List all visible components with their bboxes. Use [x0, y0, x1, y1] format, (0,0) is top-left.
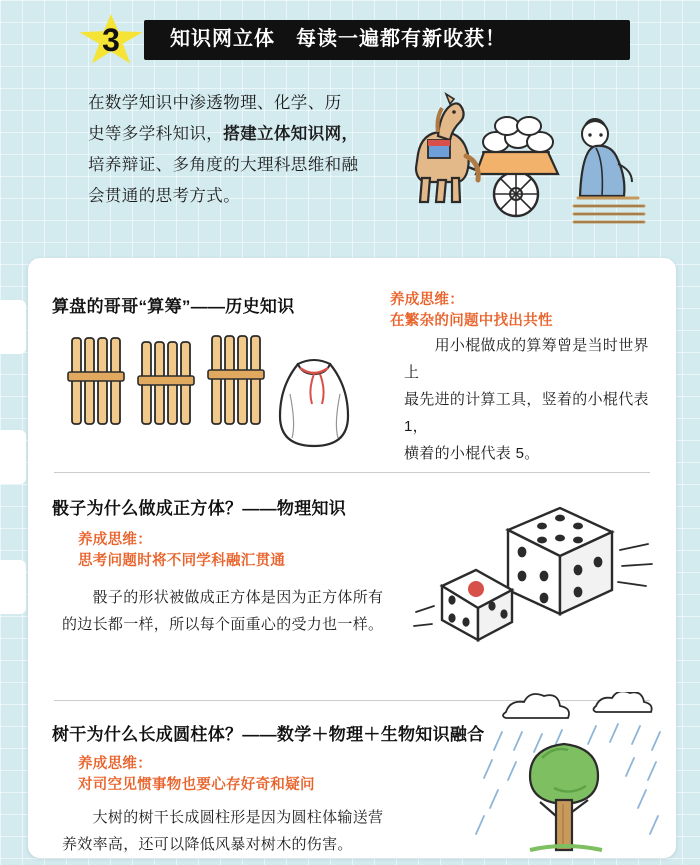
header-banner	[74, 16, 630, 64]
tip-label: 养成思维：	[78, 756, 152, 772]
intro-line-2-bold: 搭建立体知识网，	[223, 125, 359, 143]
section-number: 3	[102, 22, 120, 58]
section-2-tip	[78, 530, 285, 572]
page-edge-scrap	[0, 560, 26, 614]
section-2-heading: 骰子为什么做成正方体？——物理知识	[52, 499, 347, 518]
page-edge-scrap	[0, 430, 26, 484]
intro-line-3: 培养辩证、多角度的大理科思维和融	[88, 156, 359, 174]
section-1-body	[404, 332, 656, 467]
horse-cart-illustration	[398, 78, 648, 238]
intro-line-1: 在数学知识中渗透物理、化学、历	[88, 94, 342, 112]
intro-paragraph	[88, 88, 406, 212]
section-2-body	[62, 584, 422, 638]
tip-text: 对司空见惯事物也要心存好奇和疑问	[78, 777, 315, 793]
section-2-body-line-1: 骰子的形状被做成正方体是因为正方体所有	[62, 589, 384, 606]
tip-text: 思考问题时将不同学科融汇贯通	[78, 553, 286, 569]
page-edge-scrap	[0, 300, 26, 354]
section-3-heading: 树干为什么长成圆柱体？——数学＋物理＋生物知识融合	[52, 725, 485, 744]
section-1-heading: 算盘的哥哥“算筹”——历史知识	[52, 297, 295, 316]
tip-text: 在繁杂的问题中找出共性	[390, 313, 553, 329]
tree-rain-illustration	[446, 692, 676, 858]
section-3-body	[62, 804, 422, 858]
section-1-body-line-3: 横着的小棍代表 5。	[404, 445, 540, 462]
section-2-body-line-2: 的边长都一样，所以每个面重心的受力也一样。	[62, 616, 384, 633]
section-1-tip	[390, 290, 553, 332]
counting-rods-illustration	[62, 328, 382, 458]
section-3-body-line-1: 大树的树干长成圆柱形是因为圆柱体输送营	[62, 809, 384, 826]
intro-line-4: 会贯通的思考方式。	[88, 187, 241, 205]
header-title: 知识网立体 每读一遍都有新收获！	[170, 28, 506, 50]
section-divider	[54, 472, 650, 473]
section-1-body-line-2: 最先进的计算工具，竖着的小棍代表 1，	[404, 391, 649, 435]
intro-line-2-prefix: 史等多学科知识，	[88, 125, 224, 143]
star-badge	[74, 16, 148, 64]
content-card	[28, 258, 676, 858]
section-3-body-line-2: 养效率高，还可以降低风暴对树木的伤害。	[62, 836, 353, 853]
tip-label: 养成思维：	[78, 532, 152, 548]
section-1-body-line-1: 用小棍做成的算筹曾是当时世界上	[404, 337, 649, 381]
section-biology	[28, 700, 676, 858]
section-3-tip	[78, 754, 315, 796]
section-physics	[28, 472, 676, 700]
section-history	[28, 276, 676, 472]
dice-illustration	[408, 494, 658, 644]
tip-label: 养成思维：	[390, 292, 464, 308]
